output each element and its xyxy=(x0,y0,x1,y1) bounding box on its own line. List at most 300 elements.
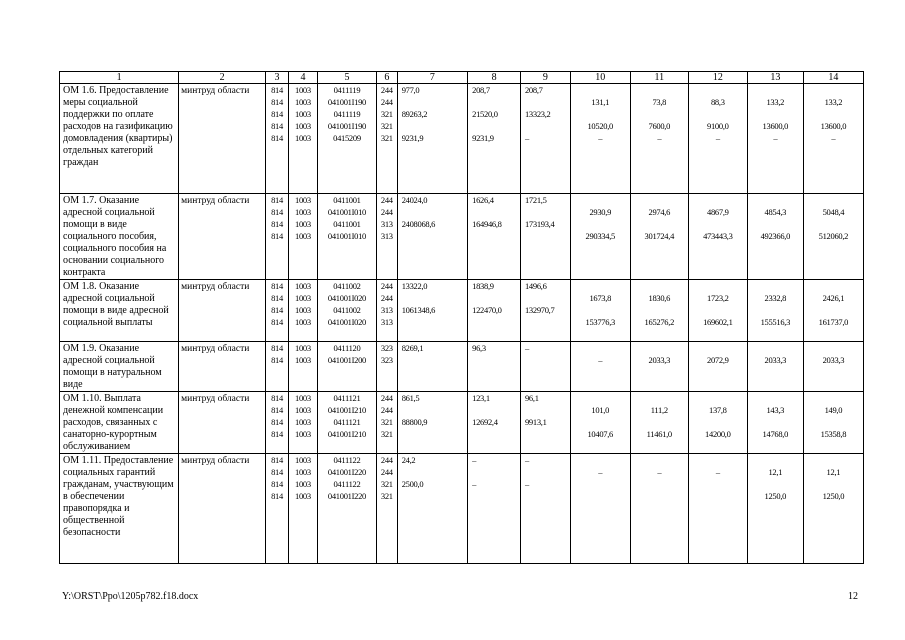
column-3-cell xyxy=(266,392,289,454)
value: 7600,0 xyxy=(648,121,671,131)
value: 208,7 xyxy=(472,85,490,95)
executor-cell: минтруд области xyxy=(179,280,266,342)
value xyxy=(398,292,467,304)
value xyxy=(748,304,803,316)
value xyxy=(398,490,467,502)
executor-cell: минтруд области xyxy=(179,342,266,392)
value: 122470,0 xyxy=(472,305,502,315)
value: 244 xyxy=(380,195,393,205)
value xyxy=(804,108,863,120)
value xyxy=(571,478,630,490)
value: 814 xyxy=(271,121,283,131)
value xyxy=(748,218,803,230)
value: 21520,0 xyxy=(472,109,498,119)
page-number: 12 xyxy=(848,591,858,602)
value: 244 xyxy=(380,455,393,465)
value: 041001I210 xyxy=(327,405,366,415)
value xyxy=(631,392,688,404)
column-5-cell xyxy=(317,280,376,342)
value: 2974,6 xyxy=(648,207,671,217)
value xyxy=(398,428,467,440)
value: 132970,7 xyxy=(524,305,555,315)
value xyxy=(748,392,803,404)
value: 814 xyxy=(271,85,283,95)
value: 1250,0 xyxy=(764,491,787,501)
value: 1003 xyxy=(295,219,311,229)
value: 12,1 xyxy=(768,467,783,477)
value: 512060,2 xyxy=(818,231,849,241)
value: 9231,9 xyxy=(472,133,494,143)
value xyxy=(748,108,803,120)
value xyxy=(398,230,467,242)
column-14-cell xyxy=(803,84,863,194)
value xyxy=(804,304,863,316)
value: 244 xyxy=(380,393,393,403)
value xyxy=(521,206,570,218)
value: 149,0 xyxy=(824,405,843,415)
value: 2426,1 xyxy=(822,293,845,303)
value: 165276,2 xyxy=(644,317,675,327)
value: 0411121 xyxy=(333,417,361,427)
value xyxy=(631,304,688,316)
value: 041001I220 xyxy=(327,491,366,501)
column-9-cell xyxy=(520,392,570,454)
value: 12,1 xyxy=(826,467,841,477)
column-5-cell xyxy=(317,454,376,564)
value xyxy=(748,478,803,490)
value: 15358,8 xyxy=(820,429,847,439)
value: 814 xyxy=(271,293,283,303)
value: 814 xyxy=(271,219,283,229)
value: – xyxy=(598,355,603,365)
value xyxy=(571,392,630,404)
value: 323 xyxy=(380,355,393,365)
value xyxy=(689,194,747,206)
column-6-cell xyxy=(376,392,397,454)
value: 133,2 xyxy=(824,97,843,107)
value: 1723,2 xyxy=(707,293,729,303)
value xyxy=(521,120,570,132)
value: 0411119 xyxy=(333,109,361,119)
value xyxy=(521,490,570,502)
value: – xyxy=(598,133,603,143)
header-cell: 14 xyxy=(803,72,863,84)
value: 861,5 xyxy=(401,393,420,403)
value xyxy=(521,354,570,366)
value: 9913,1 xyxy=(524,417,547,427)
column-11-cell xyxy=(630,84,688,194)
column-12-cell xyxy=(688,454,747,564)
value: – xyxy=(524,133,529,143)
value: 814 xyxy=(271,355,283,365)
value: 244 xyxy=(380,405,393,415)
column-7-cell xyxy=(397,454,467,564)
value: 88,3 xyxy=(710,97,725,107)
value: 11461,0 xyxy=(646,429,672,439)
value xyxy=(571,416,630,428)
measure-row xyxy=(60,84,864,194)
value: 1250,0 xyxy=(822,491,845,501)
column-7-cell xyxy=(397,280,467,342)
column-10-cell xyxy=(570,280,630,342)
value: 290334,5 xyxy=(585,231,615,241)
value: 041001I190 xyxy=(327,121,366,131)
column-12-cell xyxy=(688,194,747,280)
value: 164946,8 xyxy=(472,219,502,229)
value: 814 xyxy=(271,393,283,403)
header-row xyxy=(60,72,864,84)
value: 814 xyxy=(271,417,283,427)
value: 0411119 xyxy=(333,85,361,95)
column-4-cell xyxy=(288,342,317,392)
value: – xyxy=(524,343,529,353)
value: 2500,0 xyxy=(401,479,424,489)
value: 814 xyxy=(271,405,283,415)
column-13-cell xyxy=(747,280,803,342)
value: 143,3 xyxy=(766,405,785,415)
value xyxy=(571,194,630,206)
column-11-cell xyxy=(630,342,688,392)
value: 0411120 xyxy=(333,343,361,353)
value: 814 xyxy=(271,231,283,241)
value: 5048,4 xyxy=(822,207,845,217)
value: 041001I210 xyxy=(327,429,366,439)
value: 1838,9 xyxy=(472,281,494,291)
value xyxy=(689,392,747,404)
value: 2408068,6 xyxy=(401,219,436,229)
column-9-cell xyxy=(520,84,570,194)
value: 14200,0 xyxy=(705,429,731,439)
value: 313 xyxy=(380,219,393,229)
value: 10407,6 xyxy=(587,429,613,439)
header-cell: 6 xyxy=(376,72,397,84)
column-7-cell xyxy=(397,194,467,280)
value: 2930,9 xyxy=(589,207,612,217)
value: 1003 xyxy=(295,491,311,501)
column-9-cell xyxy=(520,342,570,392)
measure-row xyxy=(60,280,864,342)
value xyxy=(689,84,747,96)
measure-description: ОМ 1.8. Оказание адресной социальной помощи в виде адресной социальной выплаты xyxy=(60,280,179,342)
value xyxy=(689,304,747,316)
value: 041001I020 xyxy=(327,317,366,327)
column-5-cell xyxy=(317,194,376,280)
value: 111,2 xyxy=(650,405,668,415)
column-13-cell xyxy=(747,392,803,454)
value: – xyxy=(715,467,720,477)
value: 96,3 xyxy=(472,343,486,353)
value xyxy=(521,230,570,242)
column-10-cell xyxy=(570,342,630,392)
value xyxy=(631,108,688,120)
value: 1003 xyxy=(295,317,311,327)
value xyxy=(631,416,688,428)
column-12-cell xyxy=(688,392,747,454)
value: 123,1 xyxy=(472,393,490,403)
value: 14768,0 xyxy=(762,429,789,439)
header-cell: 10 xyxy=(570,72,630,84)
value: 1003 xyxy=(295,355,311,365)
value: 1673,8 xyxy=(589,293,612,303)
column-5-cell xyxy=(317,392,376,454)
value: 1061348,6 xyxy=(401,305,436,315)
column-10-cell xyxy=(570,392,630,454)
column-14-cell xyxy=(803,280,863,342)
value: 1496,6 xyxy=(524,281,547,291)
measure-row xyxy=(60,392,864,454)
header-cell: 4 xyxy=(288,72,317,84)
value: 321 xyxy=(380,429,393,439)
value: 0411122 xyxy=(333,479,361,489)
column-3-cell xyxy=(266,342,289,392)
header-cell: 3 xyxy=(266,72,289,84)
header-cell: 8 xyxy=(468,72,521,84)
value xyxy=(468,316,520,328)
value xyxy=(571,108,630,120)
value: 244 xyxy=(380,467,393,477)
value: 1003 xyxy=(295,343,311,353)
header-cell: 13 xyxy=(747,72,803,84)
value xyxy=(571,304,630,316)
header-cell: 9 xyxy=(520,72,570,84)
value xyxy=(521,292,570,304)
value xyxy=(748,194,803,206)
value xyxy=(398,404,467,416)
header-cell: 12 xyxy=(688,72,747,84)
column-12-cell xyxy=(688,280,747,342)
column-4-cell xyxy=(288,280,317,342)
value xyxy=(571,218,630,230)
value: 131,1 xyxy=(591,97,610,107)
value: 13600,0 xyxy=(762,121,789,131)
value: 244 xyxy=(380,85,393,95)
value: 244 xyxy=(380,207,393,217)
value: 13323,2 xyxy=(524,109,551,119)
value xyxy=(631,84,688,96)
column-6-cell xyxy=(376,342,397,392)
column-11-cell xyxy=(630,454,688,564)
value: 9100,0 xyxy=(707,121,729,131)
value: 321 xyxy=(380,479,393,489)
value xyxy=(571,280,630,292)
value: 1003 xyxy=(295,195,311,205)
budget-table xyxy=(59,71,864,564)
value: 1003 xyxy=(295,85,311,95)
column-14-cell xyxy=(803,392,863,454)
value: 89263,2 xyxy=(401,109,428,119)
value: 041001I010 xyxy=(327,231,366,241)
value: 173193,4 xyxy=(524,219,555,229)
value xyxy=(748,280,803,292)
value: 041001I010 xyxy=(327,207,366,217)
measure-description: ОМ 1.11. Предоставление социальных гарантий гражданам, участвующим в обеспечении правопорядка и общественной безопасности xyxy=(60,454,179,564)
column-10-cell xyxy=(570,454,630,564)
value xyxy=(468,206,520,218)
value: 1003 xyxy=(295,467,311,477)
value xyxy=(398,96,467,108)
value xyxy=(398,466,467,478)
column-10-cell xyxy=(570,194,630,280)
value xyxy=(804,280,863,292)
column-5-cell xyxy=(317,342,376,392)
value xyxy=(804,454,863,466)
column-7-cell xyxy=(397,84,467,194)
value: 133,2 xyxy=(766,97,785,107)
footer-file-path: Y:\ORST\Ppo\1205p782.f18.docx xyxy=(62,591,199,602)
column-4-cell xyxy=(288,454,317,564)
executor-cell: минтруд области xyxy=(179,392,266,454)
value xyxy=(689,342,747,354)
header-cell: 5 xyxy=(317,72,376,84)
value: 13322,0 xyxy=(401,281,428,291)
value: 137,8 xyxy=(709,405,727,415)
value xyxy=(689,416,747,428)
value: 321 xyxy=(380,109,393,119)
value xyxy=(631,454,688,466)
value: 2033,3 xyxy=(764,355,787,365)
value xyxy=(468,96,520,108)
column-3-cell xyxy=(266,194,289,280)
value: 0411122 xyxy=(333,455,361,465)
value: 814 xyxy=(271,317,283,327)
value: 0411121 xyxy=(333,393,361,403)
value xyxy=(804,416,863,428)
value: 1003 xyxy=(295,281,311,291)
value: 208,7 xyxy=(524,85,543,95)
value xyxy=(468,120,520,132)
value: 0411001 xyxy=(333,219,361,229)
value xyxy=(748,416,803,428)
value xyxy=(631,342,688,354)
measure-description: ОМ 1.10. Выплата денежной компенсации расходов, связанных с санаторно-курортным обслуживанием xyxy=(60,392,179,454)
value xyxy=(804,478,863,490)
value: 4854,3 xyxy=(764,207,787,217)
column-9-cell xyxy=(520,280,570,342)
header-cell: 11 xyxy=(630,72,688,84)
header-cell: 1 xyxy=(60,72,179,84)
value: 1003 xyxy=(295,133,311,143)
value: 12692,4 xyxy=(472,417,498,427)
value xyxy=(689,280,747,292)
value: 101,0 xyxy=(591,405,610,415)
measure-description: ОМ 1.6. Предоставление меры социальной поддержки по оплате расходов на газификацию домовладения (квартиры) отдельных категорий граждан xyxy=(60,84,179,194)
value xyxy=(398,316,467,328)
column-4-cell xyxy=(288,392,317,454)
value xyxy=(571,490,630,502)
value xyxy=(689,478,747,490)
value: 10520,0 xyxy=(587,121,613,131)
column-13-cell xyxy=(747,84,803,194)
value xyxy=(521,96,570,108)
value: 96,1 xyxy=(524,393,539,403)
value xyxy=(398,354,467,366)
column-11-cell xyxy=(630,280,688,342)
value: 9231,9 xyxy=(401,133,424,143)
value: 8269,1 xyxy=(401,343,424,353)
value xyxy=(468,292,520,304)
value: 2332,8 xyxy=(764,293,787,303)
value xyxy=(521,316,570,328)
value: 041001I020 xyxy=(327,293,366,303)
column-6-cell xyxy=(376,454,397,564)
column-8-cell xyxy=(468,280,521,342)
value: – xyxy=(598,467,603,477)
column-4-cell xyxy=(288,194,317,280)
measure-row xyxy=(60,454,864,564)
value xyxy=(748,342,803,354)
value xyxy=(804,84,863,96)
value: 814 xyxy=(271,133,283,143)
column-6-cell xyxy=(376,194,397,280)
value: 814 xyxy=(271,455,283,465)
value: 1830,6 xyxy=(648,293,671,303)
value: 2033,3 xyxy=(648,355,671,365)
value: 0411002 xyxy=(333,305,361,315)
value: 153776,3 xyxy=(585,317,615,327)
value: 814 xyxy=(271,491,283,501)
column-9-cell xyxy=(520,194,570,280)
value: – xyxy=(657,133,662,143)
executor-cell: минтруд области xyxy=(179,194,266,280)
column-14-cell xyxy=(803,342,863,392)
value: 1003 xyxy=(295,417,311,427)
column-7-cell xyxy=(397,392,467,454)
value xyxy=(468,230,520,242)
value xyxy=(804,392,863,404)
value: 0415209 xyxy=(333,133,361,143)
value: 041001I200 xyxy=(327,355,366,365)
value xyxy=(468,404,520,416)
value: 473443,3 xyxy=(703,231,733,241)
value: 13600,0 xyxy=(820,121,847,131)
column-14-cell xyxy=(803,454,863,564)
value xyxy=(804,218,863,230)
value: 4867,9 xyxy=(707,207,729,217)
value xyxy=(631,194,688,206)
value: 1003 xyxy=(295,455,311,465)
value xyxy=(521,428,570,440)
value: 1003 xyxy=(295,121,311,131)
column-7-cell xyxy=(397,342,467,392)
column-3-cell xyxy=(266,454,289,564)
column-14-cell xyxy=(803,194,863,280)
value xyxy=(631,490,688,502)
measure-description: ОМ 1.9. Оказание адресной социальной помощи в натуральном виде xyxy=(60,342,179,392)
value: 0411002 xyxy=(333,281,361,291)
value: 1003 xyxy=(295,109,311,119)
value: 321 xyxy=(380,133,393,143)
column-13-cell xyxy=(747,194,803,280)
value: 24024,0 xyxy=(401,195,428,205)
value: 155516,3 xyxy=(760,317,791,327)
value: 1626,4 xyxy=(472,195,494,205)
value: 301724,4 xyxy=(644,231,675,241)
column-13-cell xyxy=(747,454,803,564)
value xyxy=(689,454,747,466)
value: 814 xyxy=(271,467,283,477)
column-8-cell xyxy=(468,84,521,194)
value: 1003 xyxy=(295,97,311,107)
value xyxy=(571,342,630,354)
value: – xyxy=(657,467,662,477)
value: 041001I190 xyxy=(327,97,366,107)
value: 1003 xyxy=(295,231,311,241)
value xyxy=(631,218,688,230)
value: 244 xyxy=(380,293,393,303)
value xyxy=(748,454,803,466)
value xyxy=(398,120,467,132)
value: 1003 xyxy=(295,405,311,415)
